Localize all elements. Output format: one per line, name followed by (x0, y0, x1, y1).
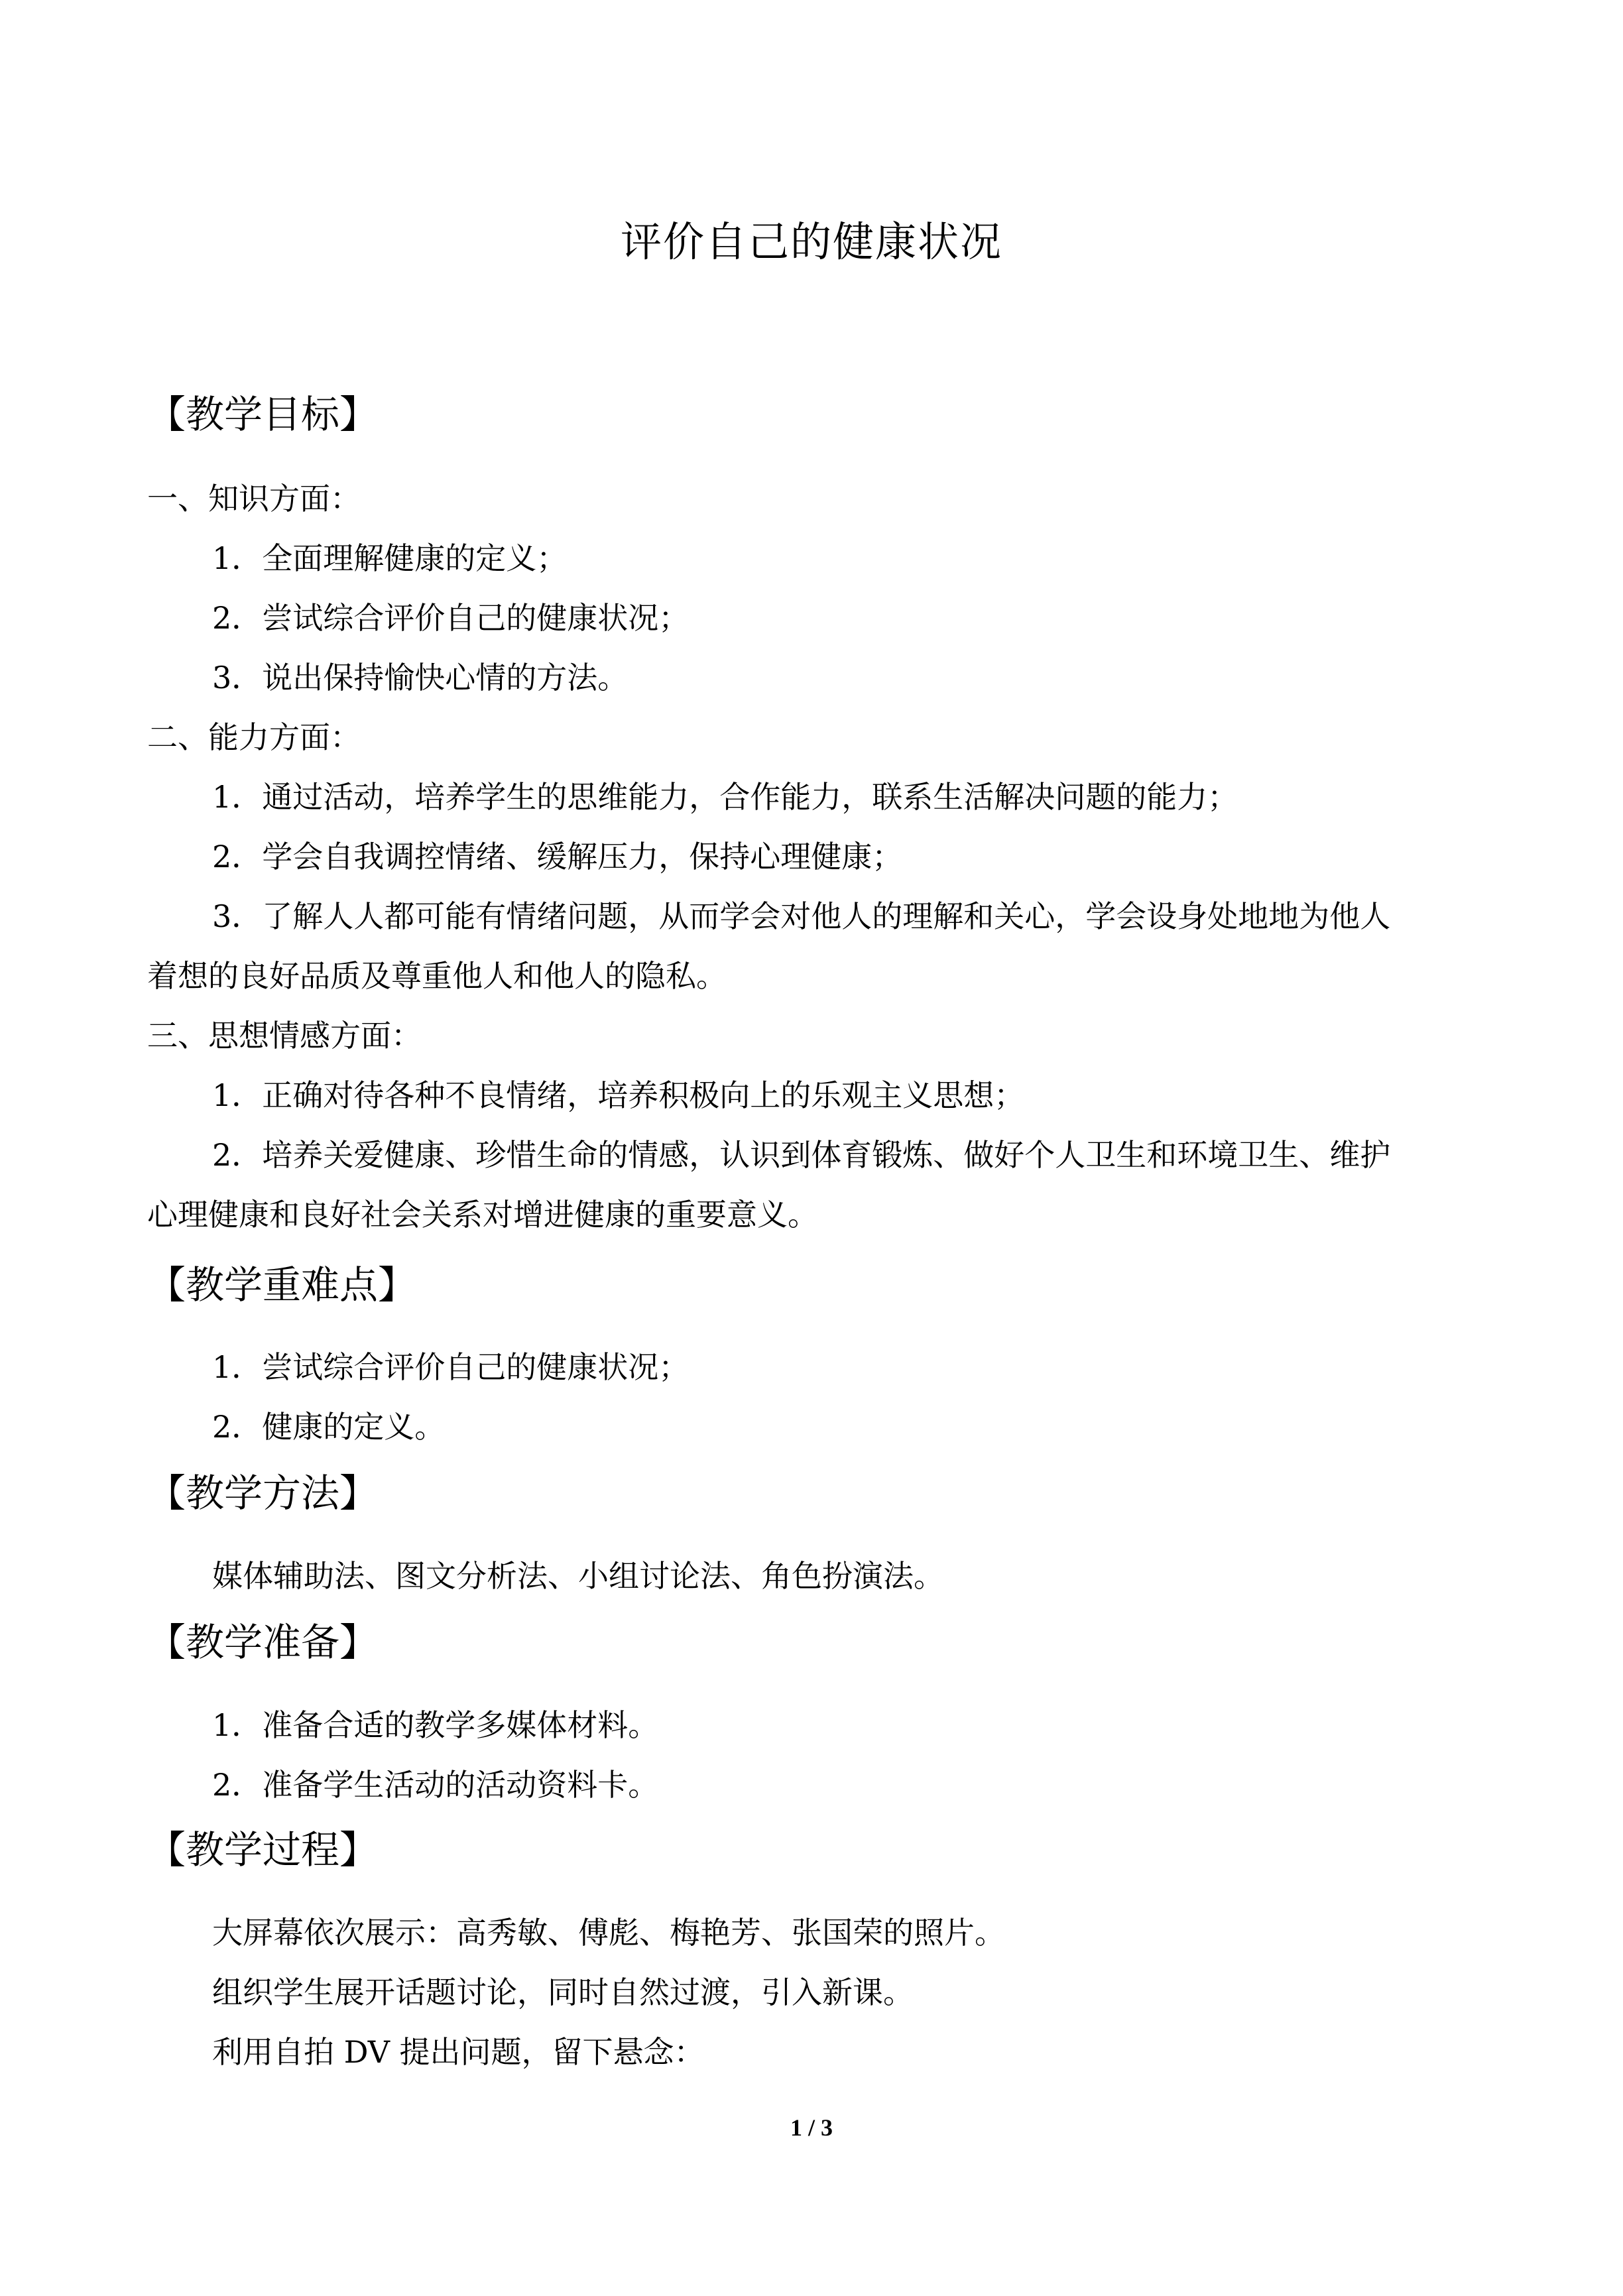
goals-emotion-item: 2．培养关爱健康、珍惜生命的情感，认识到体育锻炼、做好个人卫生和环境卫生、维护 (212, 1137, 1391, 1173)
goals-emotion-item-continued: 心理健康和良好社会关系对增进健康的重要意义。 (147, 1197, 818, 1233)
goals-emotion-item: 1．正确对待各种不良情绪，培养积极向上的乐观主义思想； (212, 1077, 1025, 1113)
section-heading-process: 【教学过程】 (147, 1827, 379, 1872)
goals-knowledge-item: 3．说出保持愉快心情的方法。 (212, 660, 629, 695)
goals-knowledge-label: 一、知识方面： (147, 481, 361, 516)
goals-emotion-label: 三、思想情感方面： (147, 1018, 422, 1054)
preparation-item: 2．准备学生活动的活动资料卡。 (212, 1767, 659, 1803)
key-points-item: 1．尝试综合评价自己的健康状况； (212, 1349, 690, 1385)
section-heading-key-points: 【教学重难点】 (147, 1262, 417, 1307)
process-item: 利用自拍 DV 提出问题，留下悬念： (212, 2034, 705, 2070)
section-heading-goals: 【教学目标】 (147, 392, 379, 437)
section-heading-preparation: 【教学准备】 (147, 1620, 379, 1665)
process-item: 组织学生展开话题讨论，同时自然过渡，引入新课。 (212, 1974, 914, 2010)
key-points-item: 2．健康的定义。 (212, 1409, 446, 1445)
page-number: 1 / 3 (790, 2114, 833, 2141)
process-item: 大屏幕依次展示：高秀敏、傅彪、梅艳芳、张国荣的照片。 (212, 1915, 1005, 1951)
goals-ability-label: 二、能力方面： (147, 719, 361, 755)
methods-text: 媒体辅助法、图文分析法、小组讨论法、角色扮演法。 (212, 1558, 944, 1594)
goals-knowledge-item: 1．全面理解健康的定义； (212, 540, 568, 576)
preparation-item: 1．准备合适的教学多媒体材料。 (212, 1707, 659, 1743)
section-heading-methods: 【教学方法】 (147, 1471, 379, 1516)
goals-ability-item: 3．了解人人都可能有情绪问题，从而学会对他人的理解和关心，学会设身处地地为他人 (212, 898, 1391, 934)
goals-ability-item-continued: 着想的良好品质及尊重他人和他人的隐私。 (147, 958, 727, 994)
goals-knowledge-item: 2．尝试综合评价自己的健康状况； (212, 600, 690, 636)
goals-ability-item: 1．通过活动，培养学生的思维能力，合作能力，联系生活解决问题的能力； (212, 779, 1238, 815)
page-title: 评价自己的健康状况 (620, 217, 1002, 266)
goals-ability-item: 2．学会自我调控情绪、缓解压力，保持心理健康； (212, 839, 903, 875)
